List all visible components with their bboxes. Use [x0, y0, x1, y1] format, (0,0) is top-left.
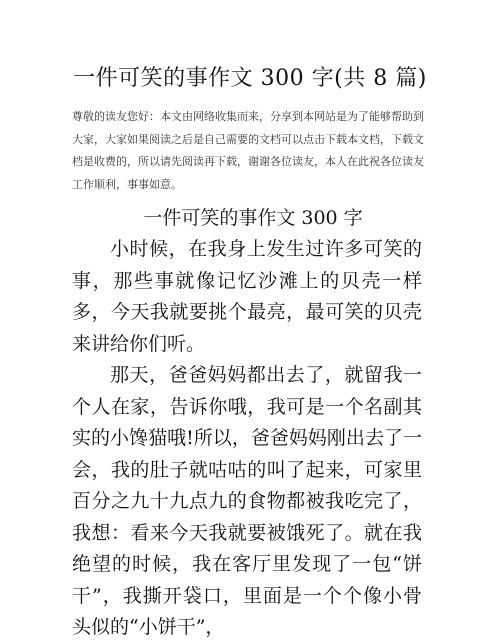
reader-notice: 尊敬的读友您好：本文由网络收集而来，分享到本网站是为了能够帮助到大家，大家如果阅读之后是自己需要的文档可以点击下载本文档，下载文档是收费的，所以请先阅读再下载，谢谢各位读友，本人在此祝各位读友工作顺利，事事如意。: [72, 110, 424, 191]
document-title: 一件可笑的事作文 300 字(共 8 篇): [73, 66, 427, 91]
article-body: [72, 202, 422, 644]
article-paragraph: 那天，爸爸妈妈都出去了，就留我一个人在家，告诉你哦，我可是一个名副其实的小馋猫哦!所以，爸爸妈妈刚出去了一会，我的肚子就咕咕的叫了起来，可家里百分之九十九点九的食物都被我吃完了，我想：看来今天我就要被饿死了。就在我绝望的时候，我在客厅里发现了一包“饼干”，我撕开袋口，里面是一个个像小骨头似的“小饼干”，: [72, 364, 422, 638]
article-title: 一件可笑的事作文 300 字: [143, 207, 363, 229]
article-paragraph: 小时候，在我身上发生过许多可笑的事，那些事就像记忆沙滩上的贝壳一样多，今天我就要挑个最亮，最可笑的贝壳来讲给你们听。: [72, 238, 422, 355]
